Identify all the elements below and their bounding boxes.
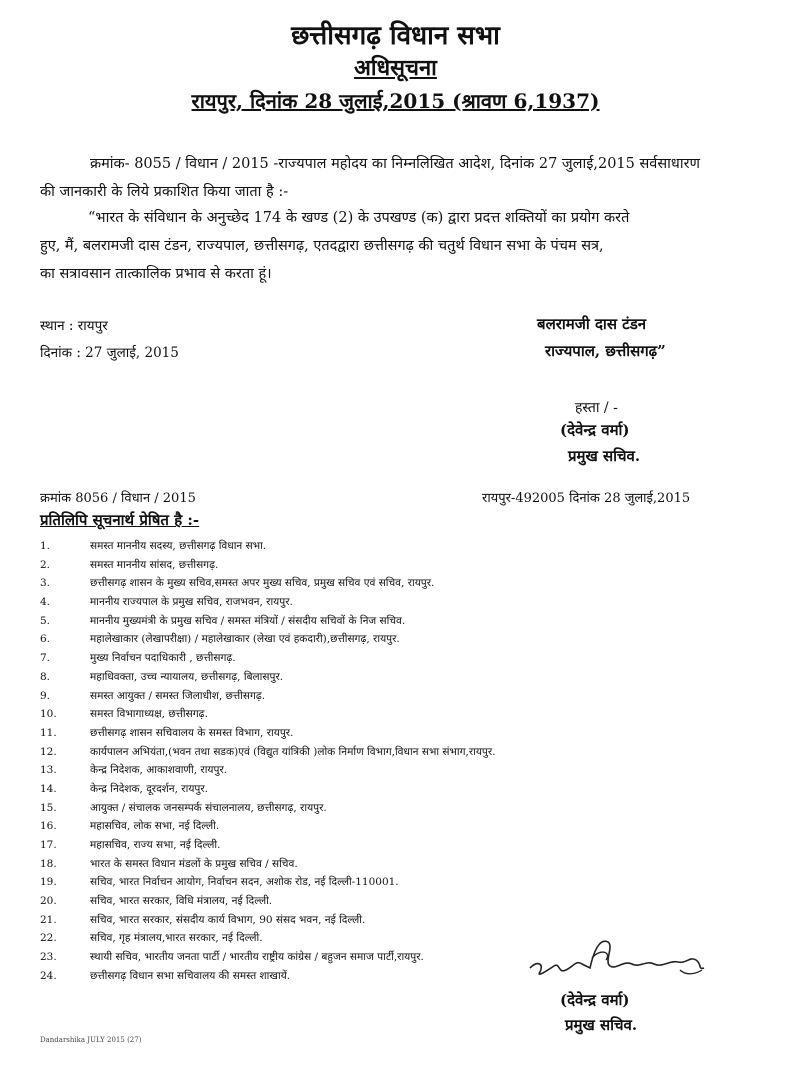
list-item-number: 6.: [40, 633, 51, 646]
list-item-text: कार्यपालन अभियंता,(भवन तथा सडक)एवं (विद्युत यांत्रिकी )लोक निर्माण विभाग,विधान सभा संभाग,रायपुर.: [90, 745, 496, 758]
list-item: [40, 649, 680, 668]
list-item: [40, 873, 680, 892]
list-item: [40, 556, 680, 575]
list-item-text: मुख्य निर्वाचन पदाधिकारी , छत्तीसगढ़.: [90, 652, 236, 665]
list-item: [40, 593, 680, 612]
list-item-number: 19.: [40, 876, 57, 889]
list-item-number: 12.: [40, 745, 57, 758]
list-item: [40, 799, 680, 818]
list-item-number: 1.: [40, 540, 51, 552]
order-line-2: की जानकारी के लिये प्रकाशित किया जाता है :-: [40, 184, 289, 200]
closing-secretary-title: प्रमुख सचिव.: [565, 1016, 638, 1034]
list-item-number: 10.: [40, 708, 57, 721]
governor-title: राज्यपाल, छत्तीसगढ़”: [545, 342, 666, 360]
list-item-text: छत्तीसगढ़ विधान सभा सचिवालय की समस्त शाखायें.: [90, 969, 291, 982]
list-item: [40, 911, 680, 930]
list-item: [40, 574, 680, 593]
list-item-number: 13.: [40, 764, 57, 777]
list-item-number: 2.: [40, 558, 51, 571]
list-item-text: समस्त माननीय सदस्य, छत्तीसगढ़ विधान सभा.: [90, 540, 267, 552]
list-item: [40, 724, 680, 743]
list-item-number: 8.: [40, 670, 51, 683]
notification-dateline: रायपुर, दिनांक 28 जुलाई,2015 (श्रावण 6,1937): [191, 89, 600, 113]
list-item-text: छत्तीसगढ़ शासन के मुख्य सचिव,समस्त अपर मुख्य सचिव, प्रमुख सचिव एवं सचिव, रायपुर.: [90, 577, 435, 590]
list-item: [40, 612, 680, 631]
list-item: [40, 668, 680, 687]
list-item-number: 14.: [40, 782, 57, 795]
list-item: [40, 780, 680, 799]
list-item-text: सचिव, गृह मंत्रालय,भारत सरकार, नई दिल्ली.: [90, 932, 263, 945]
list-item-text: महालेखाकार (लेखापरीक्षा) / महालेखाकार (लेखा एवं हकदारी),छत्तीसगढ़, रायपुर.: [90, 633, 400, 646]
list-item: [40, 855, 680, 874]
list-item: [40, 687, 680, 706]
list-item-number: 5.: [40, 614, 51, 627]
list-item-number: 17.: [40, 839, 57, 851]
list-item-text: महाधिवक्ता, उच्च न्यायालय, छत्तीसगढ़, बिलासपुर.: [90, 670, 284, 683]
list-item-number: 24.: [40, 969, 57, 982]
list-item-text: स्थायी सचिव, भारतीय जनता पार्टी / भारतीय राष्ट्रीय कांग्रेस / बहुजन समाज पार्टी,रायपुर.: [90, 951, 424, 964]
list-item-number: 20.: [40, 895, 57, 908]
page-footer: Dandarshika JULY 2015 (27): [40, 1036, 142, 1044]
list-item-number: 22.: [40, 932, 57, 945]
list-item-number: 15.: [40, 801, 57, 814]
governor-name: बलरामजी दास टंडन: [537, 315, 647, 333]
closing-secretary-name: (देवेन्द्र वर्मा): [560, 991, 630, 1009]
list-item: [40, 836, 680, 855]
list-item-number: 23.: [40, 951, 57, 964]
list-item-number: 7.: [40, 652, 51, 665]
list-item-number: 21.: [40, 913, 57, 926]
notification-heading: अधिसूचना: [354, 55, 437, 81]
assembly-title: छत्तीसगढ़ विधान सभा: [291, 21, 500, 51]
list-item-text: सचिव, भारत सरकार, संसदीय कार्य विभाग, 90 संसद भवन, नई दिल्ली.: [90, 913, 366, 926]
list-item-number: 4.: [40, 596, 51, 609]
list-item-text: माननीय मुख्यमंत्री के प्रमुख सचिव / समस्त मंत्रियों / संसदीय सचिवों के निज सचिव.: [90, 614, 406, 627]
governor-order-quote-3: का सत्रावसान तात्कालिक प्रभाव से करता हूं।: [40, 266, 272, 282]
list-item-text: केन्द्र निदेशक, दूरदर्शन, रायपुर.: [90, 782, 209, 795]
list-item-text: केन्द्र निदेशक, आकाशवाणी, रायपुर.: [90, 764, 228, 777]
list-item-text: सचिव, भारत सरकार, विधि मंत्रालय, नई दिल्ली.: [90, 895, 273, 908]
list-item-number: 11.: [40, 726, 57, 739]
list-item-number: 16.: [40, 820, 57, 833]
list-item-text: आयुक्त / संचालक जनसम्पर्क संचालनालय, छत्तीसगढ़, रायपुर.: [90, 801, 327, 814]
order-place: स्थान : रायपुर: [40, 318, 108, 334]
handwritten-signature: [520, 930, 720, 990]
list-item-text: महासचिव, राज्य सभा, नई दिल्ली.: [90, 839, 221, 851]
copy-forwarded-label: प्रतिलिपि सूचनार्थ प्रेषित है :-: [40, 511, 200, 529]
list-item-text: माननीय राज्यपाल के प्रमुख सचिव, राजभवन, रायपुर.: [90, 596, 293, 609]
list-item-text: छत्तीसगढ़ शासन सचिवालय के समस्त विभाग, रायपुर.: [90, 726, 294, 739]
list-item: [40, 743, 680, 762]
list-item-text: समस्त आयुक्त / समस्त जिलाधीश, छत्तीसगढ़.: [90, 689, 266, 702]
secretary-title: प्रमुख सचिव.: [568, 447, 641, 465]
list-item-text: समस्त माननीय सांसद, छत्तीसगढ़.: [90, 558, 219, 571]
governor-order-quote-1: “भारत के संविधान के अनुच्छेद 174 के खण्ड (2) के उपखण्ड (क) द्वारा प्रदत्त शक्तियों का प्रयोग करते: [88, 210, 630, 226]
list-item-number: 3.: [40, 577, 51, 590]
signed-mark: हस्ता / -: [575, 400, 618, 416]
distribution-list: [40, 537, 680, 986]
list-item: [40, 630, 680, 649]
order-line-1: क्रमांक- 8055 / विधान / 2015 -राज्यपाल महोदय का निम्नलिखित आदेश, दिनांक 27 जुलाई,2015 सर्वसाधारण: [90, 156, 700, 172]
list-item: [40, 892, 680, 911]
list-item-text: सचिव, भारत निर्वाचन आयोग, निर्वाचन सदन, अशोक रोड, नई दिल्ली-110001.: [90, 876, 399, 889]
list-item-text: महासचिव, लोक सभा, नई दिल्ली.: [90, 820, 220, 833]
list-item: [40, 761, 680, 780]
list-item-number: 9.: [40, 689, 51, 702]
list-item-number: 18.: [40, 857, 57, 870]
secretary-name: (देवेन्द्र वर्मा): [560, 421, 630, 439]
list-item-text: भारत के समस्त विधान मंडलों के प्रमुख सचिव / सचिव.: [90, 857, 298, 870]
list-item: [40, 537, 680, 556]
order-date: दिनांक : 27 जुलाई, 2015: [40, 345, 179, 361]
governor-order-quote-2: हुए, मैं, बलरामजी दास टंडन, राज्यपाल, छत्तीसगढ़, एतदद्वारा छत्तीसगढ़ की चतुर्थ विधान सभा के पंचम सत्र,: [40, 238, 604, 254]
copy-order-number: क्रमांक 8056 / विधान / 2015: [40, 491, 196, 506]
copy-place-date: रायपुर-492005 दिनांक 28 जुलाई,2015: [482, 491, 691, 506]
list-item: [40, 817, 680, 836]
list-item: [40, 705, 680, 724]
list-item-text: समस्त विभागाध्यक्ष, छत्तीसगढ़.: [90, 708, 208, 721]
